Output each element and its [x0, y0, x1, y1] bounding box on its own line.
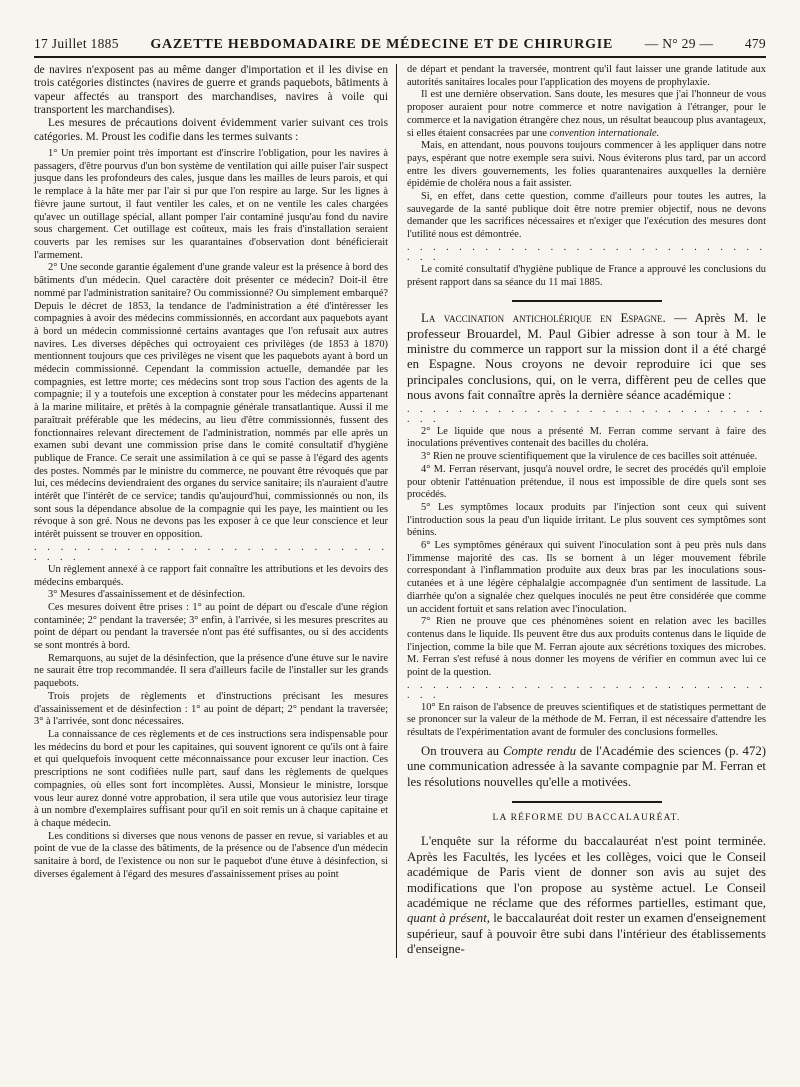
conclusion-item: 4° M. Ferran réservant, jusqu'à nouvel ordre, le secret des procédés qu'il emploie pour obtenir l'atténuation prétendue, il nous est impossible de dire quels sont ses procédés.: [407, 463, 766, 501]
compte-rendu-note: On trouvera au Compte rendu de l'Académie des sciences (p. 472) une communication adressée à la savante compagnie par M. Ferran et les résolutions nouvelles qu'elle a motivées.: [407, 743, 767, 789]
ellipsis-dots: . . . . . . . . . . . . . . . . . . . . . . . . . . . . . . .: [407, 403, 766, 425]
right-column: [396, 64, 766, 958]
issue-number: — N° 29 —: [644, 36, 714, 51]
quote-paragraph: Le comité consultatif d'hygiène publique de France a approuvé les conclusions du présent rapport dans sa séance du 11 mai 1885.: [407, 263, 766, 288]
page-number: 479: [744, 36, 766, 51]
conclusion-item: 2° Le liquide que nous a présenté M. Ferran comme servant à faire des inoculations préventives contenait des bacilles du choléra.: [407, 425, 766, 450]
text-columns: [34, 64, 766, 958]
section-title: LA RÉFORME DU BACCALAURÉAT.: [492, 813, 681, 824]
quote-paragraph: 2° Une seconde garantie également d'une grande valeur est la présence à bord des bâtiments d'un médecin. Quel caractère doit présenter ce médecin? Doit-il être nommé par l'administration sanitaire? Ou commissionné? Ou simplement embarqué? Depuis le décret de 1853, la tendance de l'administration a été d'intéresser les compagnies à avoir des médecins commissionnés, en accordant aux paquebots ayant à bord un médecin commissionné certains avantages que l'on refusait aux autres navires. Les diverses dépêches qui octroyaient ces privilèges (de 1853 à 1870) mentionnent toujours que ces privilèges ne visent que les paquebots ayant à bord un médecin commissionné. Cependant la commission actuelle, demandée par les compagnies, est lettre morte; ces médecins sont trop sous l'action des agents de la compagnie; il y a toutefois une exception à constater pour les médecins appartenant à la marine militaire, et prêtés à la compagnie générale transatlantique. Aussi il me paraîtrait préférable que les médecins, au lieu d'être commissionnés, fussent des fonctionnaires relevant directement de l'administration, nommés par elle après un examen subi devant une commission prise dans le comité consultatif d'hygiène publique de France. Ce serait une assimilation à ce qui se passe à l'égard des agents des postes. Nommés par le ministre du commerce, ne pouvant être révoqués que par lui, ces médecins deviendraient des organes du service sanitaire; ils n'auraient d'autre intérêt que l'intérêt de ce service; tandis qu'aujourd'hui, commissionnés ou non, ils sont sous la dépendance absolue de la compagnie qui les paye, les maintient ou les révoque à son gré. Nous ne devons pas les exposer à ce que leur conscience et leur intérêt puissent se trouver en opposition.: [34, 262, 388, 541]
quote-paragraph: Les conditions si diverses que nous venons de passer en revue, si variables et au point de vue de la classe des bâtiments, de la présence ou de l'absence d'un médecin sanitaire à bord, de l'existence ou non sur le paquebot d'une étuve à désinfection, si diverses également à l'égard des mesures d'assainissement prises au point: [34, 830, 388, 880]
quote-paragraph: Si, en effet, dans cette question, comme d'ailleurs pour toutes les autres, la sauvegarde de la santé publique doit être notre premier objectif, nous ne devons demander que les sacrifices nécessaires et n'exiger que l'exécution des mesures dont l'utilité nous est démontrée.: [407, 191, 766, 241]
section-divider: [512, 801, 662, 803]
left-column: [34, 64, 396, 958]
article-vaccination: La vaccination anticholérique en Espagne. — Après M. le professeur Brouardel, M. Paul Gibier adresse à son tour à M. le ministre du commerce un rapport sur la mission dont il a été chargé en Espagne. Nous croyons ne devoir reproduire ici que ses principales conclusions, qui, on le verra, diffèrent peu de celles que nous avons fait connaître après la dernière séance académique :: [407, 311, 766, 403]
conclusion-item: 3° Rien ne prouve scientifiquement que la virulence de ces bacilles soit atténuée.: [421, 451, 758, 463]
conclusion-item: 7° Rien ne prouve que ces phénomènes soient en relation avec les bacilles contenus dans le liquide. Ils peuvent être dus aux produits contenus dans le liquide de l'injection, comme la bile que M. Ferran ajoute aux sécrétions toxiques des microbes. M. Ferran s'est refusé à nous donner les moyens de vérifier en commun avec lui ce point de la question.: [407, 616, 766, 679]
quote-paragraph: Ces mesures doivent être prises : 1° au point de départ ou d'escale d'une région contaminée; 2° pendant la traversée; 3° enfin, à l'arrivée, si les mesures prescrites au point de départ ou pendant la traversée n'ont pas été suffisantes, ou si des accidents se sont montrés à bord.: [34, 601, 388, 652]
section-divider: [512, 300, 662, 302]
header-date: 17 Juillet 1885: [34, 36, 119, 51]
quote-paragraph: de départ et pendant la traversée, montrent qu'il faut laisser une grande latitude aux autorités sanitaires locales pour l'application des moyens de prophylaxie.: [407, 64, 766, 88]
paragraph: de navires n'exposent pas au même danger d'importation et il les divise en trois catégories distinctes (navires de guerre et grands paquebots, bâtiments à vapeur affectés au transport des marchandises, navires à voile qui transportent les marchandises).: [34, 64, 388, 117]
ellipsis-dots: . . . . . . . . . . . . . . . . . . . . . . . . . . . . . . .: [407, 679, 766, 701]
quote-paragraph: Il est une dernière observation. Sans doute, les mesures que j'ai l'honneur de vous proposer auraient pour notre commerce et notre navigation à l'étranger, pour le commerce et la navigation étrangère chez nous, un résultat beaucoup plus avantageux, si elles étaient consacrées par une convention internationale.: [407, 89, 766, 139]
article-baccalaureat: L'enquête sur la réforme du baccalauréat n'est point terminée. Après les Facultés, les lycées et les collèges, voici que le Conseil académique de Paris vient de donner son avis au sujet des modifications que l'on propose au système actuel. Le Conseil académique ne réclame que des réformes partielles, estimant que, quant à présent, le baccalauréat doit rester un examen d'enseignement supérieur, sauf à pouvoir être subi dans l'intérieur des établissements d'enseigne-: [407, 834, 766, 957]
quote-paragraph: La connaissance de ces règlements et de ces instructions sera indispensable pour les médecins du bord et pour les capitaines, qui souvent ignorent ce qu'ils ont à faire et qui quelquefois invoquent cette méconnaissance pour excuser leur inaction. Ces prescriptions ne sont codifiées nulle part, sauf dans les règlements de quelques compagnies, où elles sont fort incomplètes. Aussi, Monsieur le ministre, lorsque vous leur aurez donné votre approbation, il sera utile que vous autorisiez leur tirage à un nombre d'exemplaires suffisant pour qu'il en soit remis un à chaque capitaine et à chaque médecin.: [34, 729, 388, 829]
article-heading: La vaccination anticholérique en Espagne.: [421, 311, 666, 326]
quote-paragraph: 1° Un premier point très important est d'inscrire l'obligation, pour les navires à passagers, d'être pourvus d'un bon système de ventilation qui aille puiser l'air suspect jusque dans les profondeurs des cales, jusque dans les mailles de leurs parois, et qui le remplace à la hâte mer par l'air si pur que l'on respire au large. Sur les lignes à fièvre jaune surtout, il faut ventiler les cales, et on ne ventile les cales chargées qu'avec un outillage spécial, allant pomper l'air contaminé jusqu'au fond du navire sous chargement. Cet outillage est coûteux, mais les frais d'installation seraient couverts par les remises sur les quarantaines d'observation dont bénéficierait l'armement.: [34, 148, 388, 261]
ellipsis-dots: . . . . . . . . . . . . . . . . . . . . . . . . . . . . . . .: [34, 541, 388, 563]
conclusion-item: 5° Les symptômes locaux produits par l'injection sont ceux qui suivent l'introduction sous la peau d'un liquide irritant. Le plus souvent ces symptômes sont bénins.: [407, 501, 766, 539]
journal-title: GAZETTE HEBDOMADAIRE DE MÉDECINE ET DE CHIRURGIE: [150, 37, 614, 52]
quote-paragraph: Remarquons, au sujet de la désinfection, que la présence d'une étuve sur le navire ne saurait être trop recommandée. Il sera d'ailleurs facile de l'installer sur les grands paquebots.: [34, 652, 388, 690]
quote-paragraph: Un règlement annexé à ce rapport fait connaître les attributions et les devoirs des médecins embarqués.: [34, 563, 388, 588]
page-header: [34, 36, 766, 58]
quote-paragraph: 3° Mesures d'assainissement et de désinfection.: [48, 589, 246, 601]
quote-paragraph: Mais, en attendant, nous pouvons toujours commencer à les appliquer dans notre pays, espérant que notre exemple sera suivi. Nous éviterons plus tard, par un accord entre les divers gouvernements, les folies quarantenaires auxquelles la dernière épidémie de choléra nous a fait assister.: [407, 140, 766, 190]
conclusion-item: 10° En raison de l'absence de preuves scientifiques et de statistiques permettant de se prononcer sur la valeur de la méthode de M. Ferran, il est nécessaire d'attendre les résultats de l'expérimentation avant de formuler des conclusions formelles.: [407, 701, 766, 739]
quote-paragraph: Trois projets de règlements et d'instructions précisant les mesures d'assainissement et de désinfection : 1° au point de départ; 2° pendant la traversée; 3° à l'arrivée, sont donc nécessaires.: [34, 690, 388, 728]
ellipsis-dots: . . . . . . . . . . . . . . . . . . . . . . . . . . . . . . .: [407, 241, 766, 263]
paragraph: Les mesures de précautions doivent évidemment varier suivant ces trois catégories. M. Proust les codifie dans les termes suivants :: [34, 117, 388, 143]
conclusion-item: 6° Les symptômes généraux qui suivent l'inoculation sont à peu près nuls dans l'immense majorité des cas. Ils se bornent à un léger mouvement fébrile correspondant à l'inflammation produite aux deux bras par les inoculations sous-cutanées et à une légère céphalalgie accompagnée d'un sentiment de lassitude. La diarrhée qu'on a signalée chez quelques inoculés ne peut être considérée que comme un accident fortuit et sans relation avec l'inoculation.: [407, 540, 766, 615]
